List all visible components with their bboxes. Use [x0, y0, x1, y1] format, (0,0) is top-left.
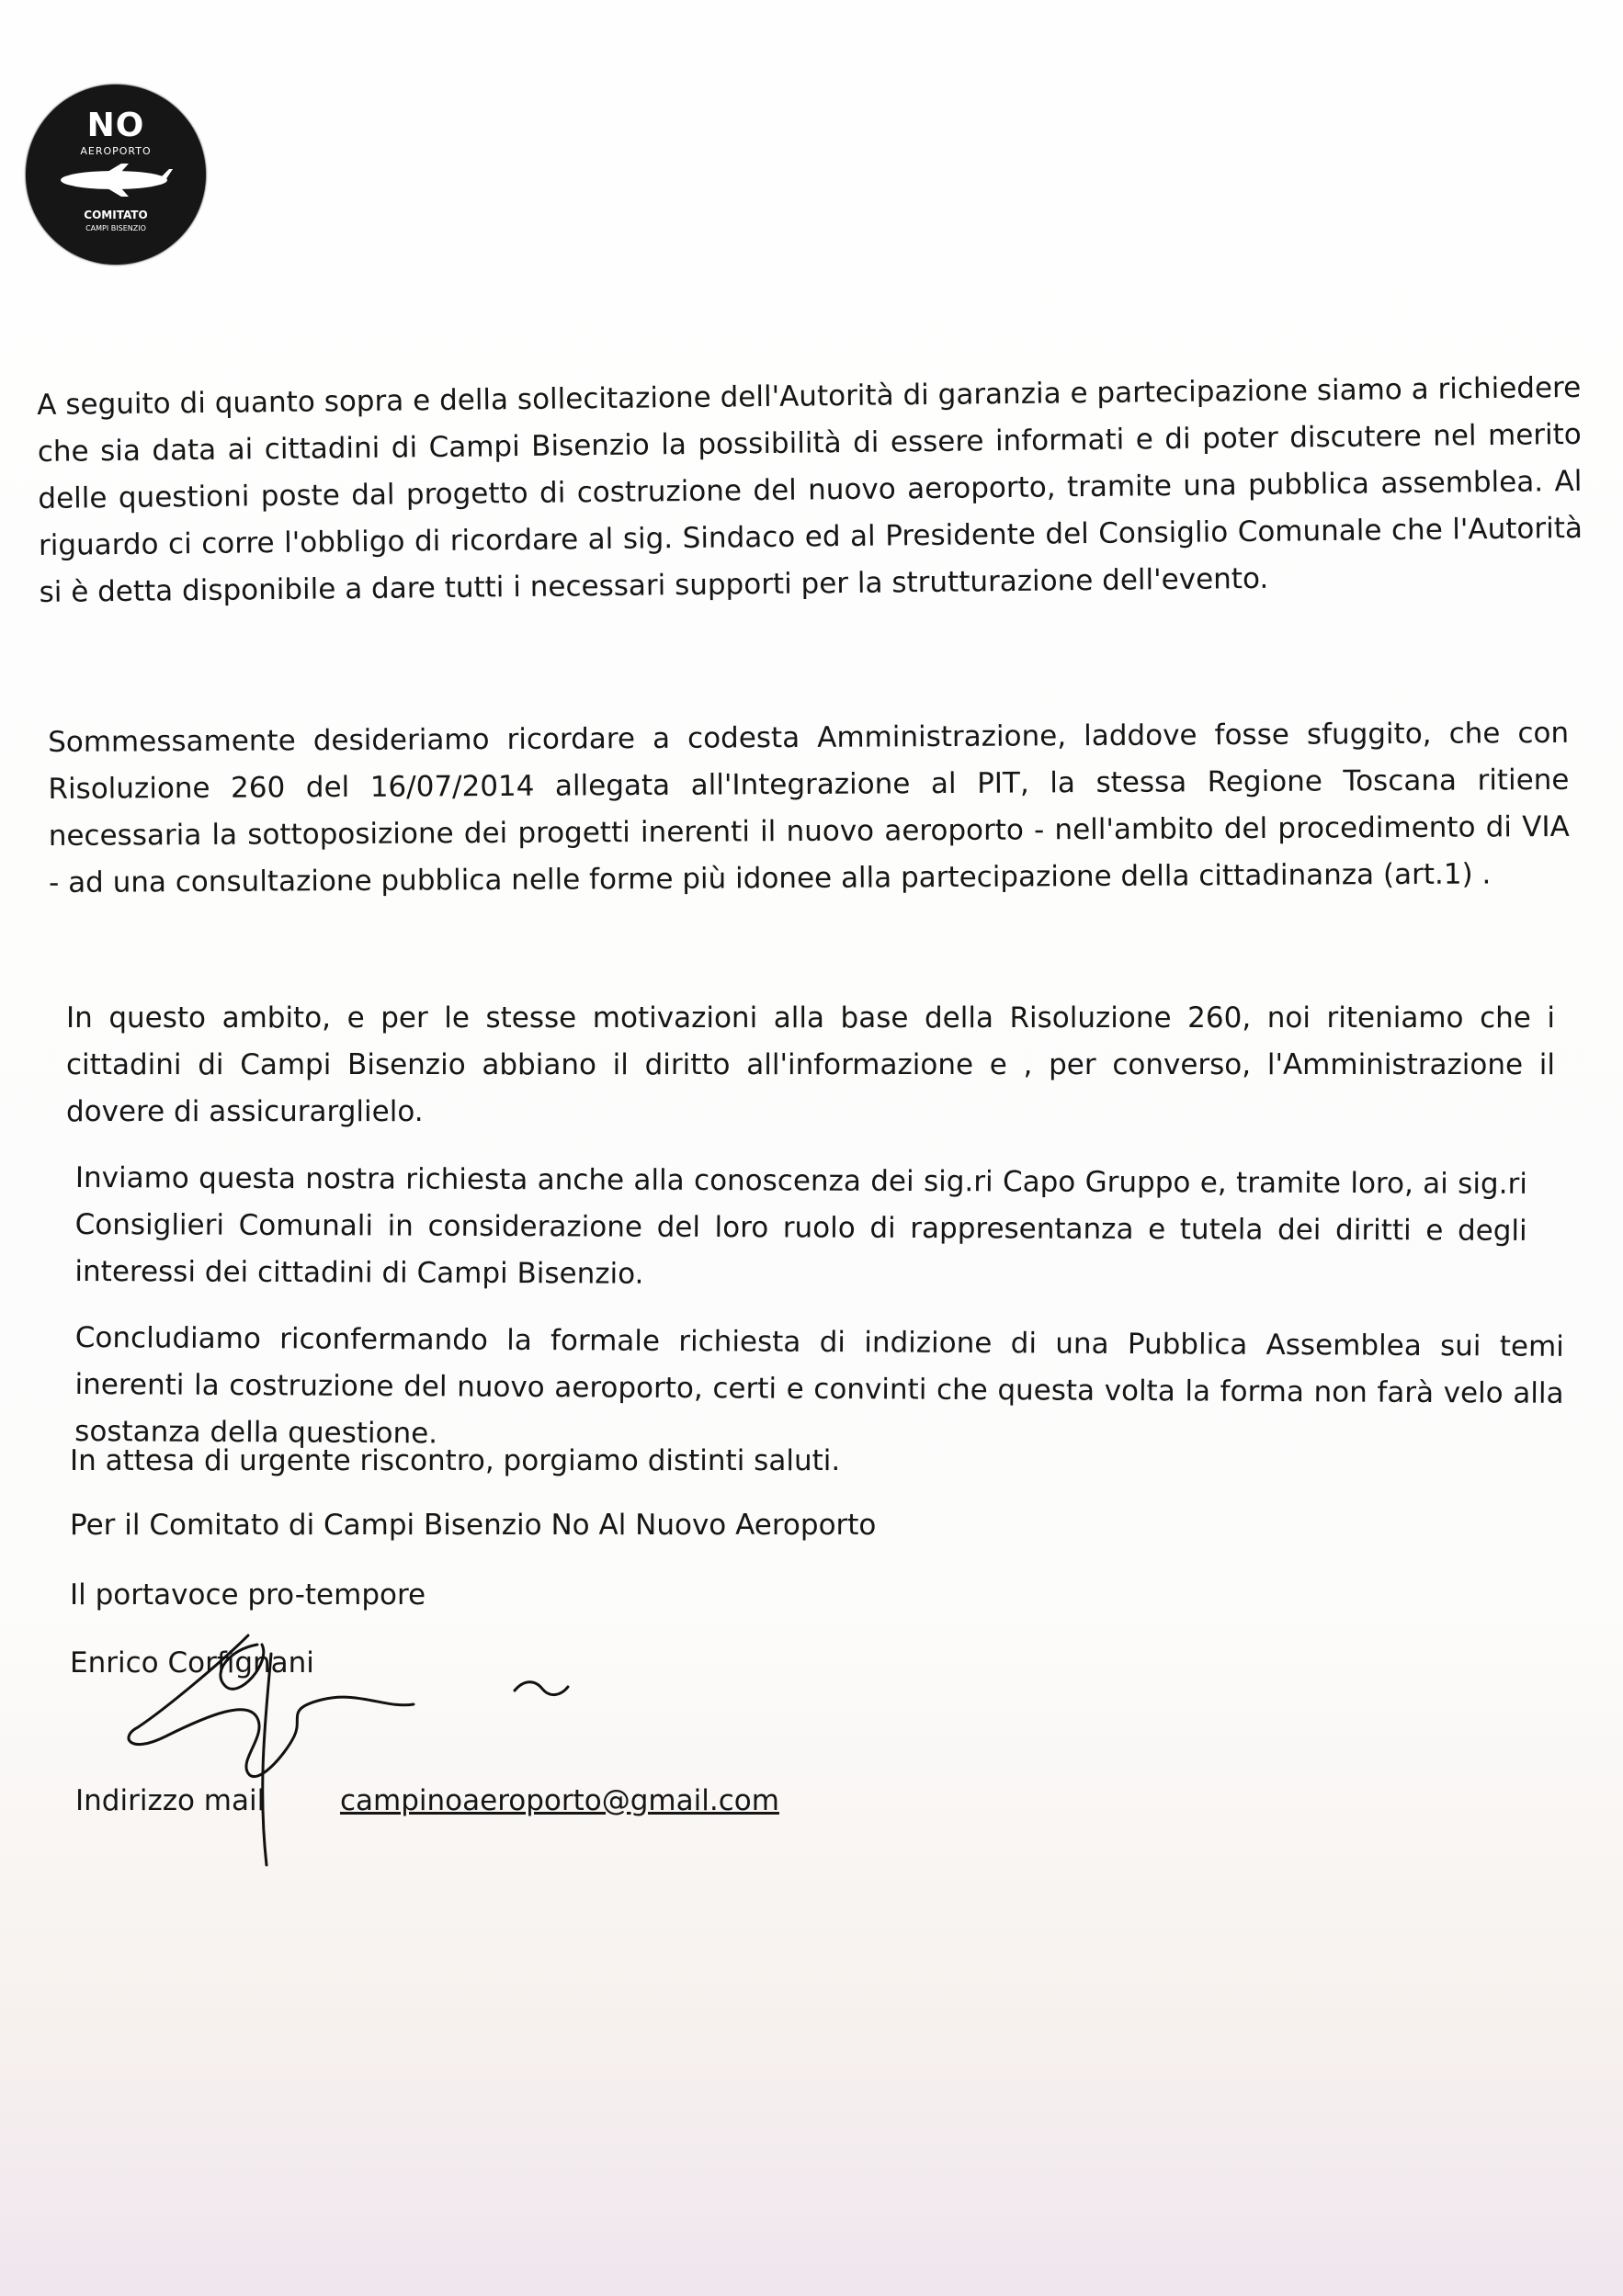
paragraph-rights: In questo ambito, e per le stesse motivazioni alla base della Risoluzione 260, noi riteniamo che i cittadini di Campi Bisenzio abbiano il diritto all'informazione e , per converso, l'Amministrazione il dovere di assicurarglielo. — [66, 1001, 1555, 1128]
logo-subtitle: AEROPORTO — [80, 145, 152, 157]
paragraph-resolution: Sommessamente desideriamo ricordare a codesta Amministrazione, laddove fosse sfuggito, che con Risoluzione 260 del 16/07/2014 allegata all'Integrazione al PIT, la stessa Regione Toscana ritiene necessaria la sottoposizione dei progetti inerenti il nuovo aeroporto - nell'ambito del procedimento di VIA - ad una consultazione pubblica nelle forme più idonee alla partecipazione della cittadinanza (art.1) . — [48, 716, 1570, 899]
signatory-organization: Per il Comitato di Campi Bisenzio No Al Nuovo Aeroporto — [70, 1509, 877, 1542]
logo-committee: COMITATO CAMPI BISENZIO — [84, 209, 148, 232]
logo-title: NO — [86, 107, 145, 144]
email-link[interactable]: campinoaeroporto@gmail.com — [340, 1784, 779, 1817]
email-label: Indirizzo mail — [75, 1784, 266, 1817]
paragraph-recipients: Inviamo questa nostra richiesta anche alla conoscenza dei sig.ri Capo Gruppo e, tramite loro, ai sig.ri Consiglieri Comunali in considerazione del loro ruolo di rappresentanza e tutela dei diritti e degli interessi dei cittadini di Campi Bisenzio. — [74, 1160, 1527, 1291]
closing-salutation: In attesa di urgente riscontro, porgiamo distinti saluti. — [70, 1444, 841, 1477]
paragraph-request: A seguito di quanto sopra e della sollecitazione dell'Autorità di garanzia e partecipazione siamo a richiedere che sia data ai cittadini di Campi Bisenzio la possibilità di essere informati e di poter discutere nel merito delle questioni poste dal progetto di costruzione del nuovo aeroporto, tramite una pubblica assemblea. Al riguardo ci corre l'obbligo di ricordare al sig. Sindaco ed al Presidente del Consiglio Comunale che l'Autorità si è detta disponibile a dare tutti i necessari supporti per la strutturazione dell'evento. — [37, 370, 1583, 609]
airplane-icon — [57, 160, 175, 200]
paragraph-conclusion: Concludiamo riconfermando la formale richiesta di indizione di una Pubblica Assemblea sui temi inerenti la costruzione del nuovo aeroporto, certi e convinti che questa volta la forma non farà velo alla sostanza della questione. — [74, 1320, 1564, 1451]
signatory-role: Il portavoce pro-tempore — [70, 1578, 426, 1612]
logo-location: CAMPI BISENZIO — [85, 224, 146, 232]
signatory-name: Enrico Corfignani — [70, 1646, 314, 1680]
committee-logo — [26, 85, 206, 265]
handwritten-signature — [110, 1599, 588, 1874]
